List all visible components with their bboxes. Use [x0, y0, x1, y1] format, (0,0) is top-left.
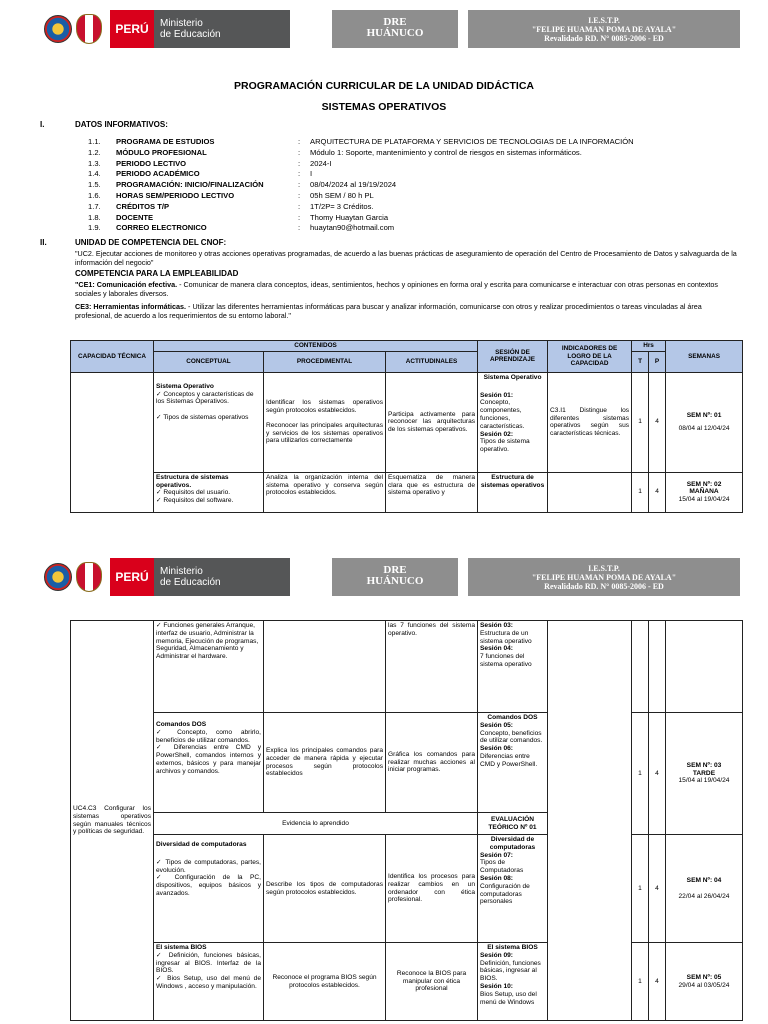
ses-text: Diferencias entre CMD y PowerShell. [480, 752, 538, 768]
ses-label: Sesión 09: [480, 951, 513, 959]
header-hrs: Hrs [632, 341, 666, 352]
ses-title: Sistema Operativo [483, 373, 542, 381]
peru-label: PERÚ [110, 558, 154, 596]
info-colon: : [298, 137, 301, 146]
info-value: 08/04/2024 al 19/19/2024 [310, 180, 397, 190]
indicador-cell [548, 472, 632, 512]
header-indicadores: INDICADORES DE LOGRO DE LA CAPACIDAD [548, 341, 632, 373]
ce3-text: - Utilizar las diferentes herramientas informáticas para buscar y analizar información, comunicarse con otros y realizar procedimientos o tareas vinculadas al área profesional, de acuerdo a los requerimientos de su entorno laboral." [75, 302, 702, 320]
info-label: CORREO ELECTRONICO [116, 223, 207, 233]
info-number: 1.7. [88, 201, 101, 211]
institute-logo-icon [44, 563, 72, 591]
ses-text: Tipos de sistema operativo. [480, 438, 530, 454]
table-row [71, 835, 743, 943]
header-t: T [632, 351, 649, 372]
info-value: Thomy Huaytan Garcia [310, 212, 389, 222]
ses-text: Concepto, beneficios de utilizar comandos. [480, 729, 543, 745]
ses-label: Sesión 06: [480, 745, 513, 753]
conc-bullet: ✓ Tipos de sistemas operativos [156, 414, 261, 422]
info-value: Módulo 1: Soporte, mantenimiento y control de riesgos en sistemas informáticos. [310, 147, 582, 157]
dre-line2: HUÁNUCO [366, 575, 424, 587]
t-cell: 1 [632, 713, 649, 835]
iestp-line1: I.E.S.T.P. [588, 16, 620, 25]
dre-line1: DRE [383, 564, 407, 576]
t-cell: 1 [632, 472, 649, 512]
header-logos [40, 10, 110, 48]
dre-label [332, 10, 458, 48]
conceptual-cell [154, 713, 264, 813]
conc-bullet: ✓ Tipos de computadoras, partes, evolución. [156, 859, 261, 875]
empleabilidad-title: COMPETENCIA PARA LA EMPLEABILIDAD [75, 269, 239, 278]
semana-cell [666, 713, 743, 835]
info-number: 1.6. [88, 191, 101, 200]
iestp-line1: I.E.S.T.P. [588, 564, 620, 573]
ministerio-line1: Ministerio [160, 18, 203, 29]
sesion-cell: Estructura de sistemas operativos [478, 472, 548, 512]
page-title: PROGRAMACIÓN CURRICULAR DE LA UNIDAD DIDÁCTICA [233, 80, 534, 92]
conc-title: Estructura de sistemas operativos. [156, 473, 229, 489]
ses-label: Sesión 03: [480, 622, 513, 629]
sem-shift: TARDE [692, 769, 716, 777]
info-label: PROGRAMA DE ESTUDIOS [116, 137, 215, 146]
info-value: 2024-I [310, 158, 332, 168]
ses-text: Concepto, componentes, funciones, características. [480, 399, 525, 430]
table-row [71, 621, 743, 713]
p-cell: 4 [649, 472, 666, 512]
conc-bullet: ✓ Definición, funciones básicas, ingresar al BIOS. Interfaz de la BIOS. [156, 952, 261, 975]
info-value: ARQUITECTURA DE PLATAFORMA Y SERVICIOS DE TECNOLOGIAS DE LA INFORMACIÓN [310, 137, 634, 146]
info-label: MÓDULO PROFESIONAL [116, 147, 207, 157]
header-conceptual: CONCEPTUAL [154, 351, 264, 372]
conc-bullet: ✓ Bios Setup, uso del menú de Windows , acceso y manipulación. [156, 975, 261, 991]
info-colon: : [298, 212, 301, 222]
info-label: PERIODO LECTIVO [116, 158, 187, 168]
p-cell: 4 [649, 835, 666, 943]
iestp-label [468, 10, 740, 48]
sesion-cell [478, 943, 548, 1021]
ce3-label: CE3: Herramientas informáticas. [75, 302, 187, 311]
info-label: HORAS SEM/PERIODO LECTIVO [116, 191, 235, 200]
page2-table [70, 620, 743, 1021]
iestp-line2: "FELIPE HUAMAN POMA DE AYALA" [531, 25, 677, 34]
ministerio-line2: de Educación [160, 577, 221, 588]
t-cell: 1 [632, 943, 649, 1021]
sem-label: SEM Nº: 05 [686, 973, 722, 981]
table-row [71, 372, 743, 472]
proc-text: Identificar los sistemas operativos según protocolos establecidos. [266, 399, 383, 415]
procedimental-cell [264, 372, 386, 472]
sem-label: SEM Nº: 02 [686, 480, 722, 488]
conc-bullet: ✓ Concepto, como abrirlo, beneficios de utilizar comandos. [156, 729, 261, 745]
ce1-label: "CE1: Comunicación efectiva. [75, 280, 178, 289]
conc-bullet: ✓ Funciones generales Arranque, interfaz de usuario, Administrar la memoria, Ejecución de programas, Seguridad, Almacenamiento y Administrar el hardware. [156, 622, 261, 661]
ministerio-line2: de Educación [160, 29, 221, 40]
conc-bullet: ✓ Requisitos del usuario. [156, 489, 261, 497]
conc-bullet: ✓ Configuración de la PC, dispositivos, equipos básicos y avanzados. [156, 874, 261, 897]
iestp-line2: "FELIPE HUAMAN POMA DE AYALA" [531, 573, 677, 582]
ses-label: Sesión 04: [480, 645, 513, 653]
semana-cell [666, 943, 743, 1021]
table-row [71, 943, 743, 1021]
institute-logo-icon [44, 15, 72, 43]
table-row [71, 472, 743, 512]
semana-cell [666, 372, 743, 472]
iestp-line3: Revalidado RD. N° 0085-2006 - ED [544, 582, 664, 591]
conceptual-cell [154, 621, 264, 713]
header-actitudinales: ACTITUDINALES [386, 351, 478, 372]
header-semanas: SEMANAS [666, 341, 743, 373]
info-number: 1.2. [88, 147, 101, 157]
iestp-line3: Revalidado RD. N° 0085-2006 - ED [544, 34, 664, 43]
info-value: huaytan90@hotmail.com [310, 223, 395, 233]
dre-line2: HUÁNUCO [366, 27, 424, 39]
info-label: CRÉDITOS T/P [116, 201, 170, 211]
uc2-text: "UC2. Ejecutar acciones de monitoreo y otras acciones operativas programadas, de acuerdo a las buenas prácticas de aseguramiento de operación del Centro de Procesamiento de Datos y salvaguarda de la información del negocio" [75, 249, 737, 267]
sem-dates: 08/04 al 12/04/24 [678, 425, 730, 433]
semana-cell [666, 472, 743, 512]
sesion-cell [478, 713, 548, 813]
ministerio-label [154, 558, 290, 596]
header-p: P [649, 351, 666, 372]
conc-bullet: ✓ Requisitos del software. [156, 497, 261, 505]
evidencia-cell: Evidencia lo aprendido [154, 813, 478, 835]
sesion-cell [478, 835, 548, 943]
info-colon: : [298, 147, 301, 157]
info-row [88, 137, 730, 146]
capacidad-cell: UC4.C3 Configurar los sistemas operativos según manuales técnicos y políticas de seguridad. [71, 621, 154, 1021]
info-number: 1.4. [88, 169, 101, 179]
ses-label: Sesión 07: [480, 851, 513, 859]
info-colon: : [298, 158, 301, 168]
indicador-cell: C3.I1 Distingue los diferentes sistemas operativos según sus características técnicas. [548, 372, 632, 472]
ses-title: Comandos DOS [487, 714, 538, 721]
info-value: I [310, 169, 313, 179]
info-colon: : [298, 201, 301, 211]
table-row [71, 713, 743, 813]
proc-text: Reconocer las principales arquitecturas y servicios de los sistemas operativos para utilizarlos correctamente [266, 421, 383, 445]
ministerio-label [154, 10, 290, 48]
sem-dates: 22/04 al 26/04/24 [678, 892, 730, 900]
page1-header [40, 10, 740, 48]
ses-text: Estructura de un sistema operativo [480, 629, 532, 645]
conceptual-cell [154, 472, 264, 512]
p-cell [649, 621, 666, 713]
info-label: DOCENTE [116, 212, 154, 222]
info-number: 1.3. [88, 158, 101, 168]
info-row [88, 159, 730, 168]
ce1-paragraph [75, 280, 740, 298]
info-row [88, 213, 730, 222]
procedimental-cell: Reconoce el programa BIOS según protocolos establecidos. [264, 943, 386, 1021]
evaluacion-cell: EVALUACIÓN TEÓRICO Nº 01 [478, 813, 548, 835]
actitudinales-cell: Identifica los procesos para realizar cambios en un ordenador con ética profesional. [386, 835, 478, 943]
info-colon: : [298, 223, 301, 233]
page-subtitle: SISTEMAS OPERATIVOS [321, 101, 447, 113]
sem-dates: 15/04 al 19/04/24 [678, 777, 730, 785]
ses-title: El sistema BIOS [487, 944, 538, 951]
actitudinales-cell: Gráfica los comandos para realizar muchas acciones al iniciar programas. [386, 713, 478, 813]
t-cell: 1 [632, 372, 649, 472]
info-row [88, 223, 730, 232]
sem-shift: MAÑANA [689, 488, 719, 496]
ses-text: Configuración de computadoras personales [480, 882, 530, 906]
ses-label: Sesión 05: [480, 721, 513, 729]
ce1-text: - Comunicar de manera clara conceptos, ideas, sentimientos, hechos y opiniones en forma oral y escrita para comunicarse e interactuar con otras personas en contextos sociales y laborales diversos. [75, 280, 719, 298]
conc-title: El sistema BIOS [156, 944, 207, 951]
info-number: 1.5. [88, 180, 101, 190]
sem-label: SEM Nº: 04 [686, 876, 722, 884]
ses-label: Sesión 02: [480, 430, 514, 438]
procedimental-cell: Describe los tipos de computadoras según protocolos establecidos. [264, 835, 386, 943]
ses-label: Sesión 01: [480, 391, 514, 399]
info-value: 05h SEM / 80 h PL [310, 191, 374, 200]
procedimental-cell [264, 621, 386, 713]
info-colon: : [298, 180, 301, 190]
dre-label [332, 558, 458, 596]
sem-label: SEM Nº: 01 [686, 411, 722, 419]
t-cell: 1 [632, 835, 649, 943]
actitudinales-cell: Reconoce la BIOS para manipular con ética profesional [386, 943, 478, 1021]
sesion-cell [478, 621, 548, 713]
info-number: 1.1. [88, 137, 101, 146]
ses-text: Definición, funciones básicas, ingresar al BIOS. [480, 959, 541, 983]
info-label: PERIODO ACADÉMICO [116, 169, 200, 179]
info-label: PROGRAMACIÓN: INICIO/FINALIZACIÓN [116, 180, 264, 190]
ce3-paragraph [75, 302, 740, 320]
ses-title: Diversidad de computadoras [489, 836, 536, 851]
ses-text: Bios Setup, uso del menú de Windows [480, 990, 537, 1006]
sem-dates: 29/04 al 03/05/24 [678, 981, 730, 989]
peru-coat-of-arms-icon [76, 14, 102, 44]
section2-label: UNIDAD DE COMPETENCIA DEL CNOF: [75, 238, 227, 247]
dre-line1: DRE [383, 16, 407, 28]
actitudinales-cell: las 7 funciones del sistema operativo. [386, 621, 478, 713]
info-row [88, 202, 730, 211]
actitudinales-cell: Participa activamente para reconocer las arquitecturas de los sistemas operativos. [386, 372, 478, 472]
page1-table [70, 340, 743, 513]
info-row [88, 169, 730, 178]
conceptual-cell [154, 372, 264, 472]
indicador-cell [548, 621, 632, 1021]
conc-title: Comandos DOS [156, 721, 207, 728]
conc-bullet: ✓ Conceptos y características de los Sistemas Operativos. [156, 391, 261, 407]
section1-label: DATOS INFORMATIVOS: [75, 120, 168, 129]
iestp-label [468, 558, 740, 596]
conc-title: Sistema Operativo [156, 382, 214, 390]
conceptual-cell [154, 835, 264, 943]
info-row [88, 148, 730, 157]
info-value: 1T/2P= 3 Créditos. [310, 201, 374, 211]
header-capacidad: CAPACIDAD TÉCNICA [71, 341, 154, 373]
peru-coat-of-arms-icon [76, 562, 102, 592]
actitudinales-cell: Esquematiza de manera clara que es estructura de sistema operativo y [386, 472, 478, 512]
header-procedimental: PROCEDIMENTAL [264, 351, 386, 372]
info-row [88, 180, 730, 189]
capacidad-cell [71, 372, 154, 512]
p-cell: 4 [649, 943, 666, 1021]
section1-number: I. [40, 120, 45, 129]
info-colon: : [298, 169, 301, 179]
section2-number: II. [40, 238, 47, 247]
ses-text: Tipos de Computadoras [480, 859, 524, 875]
header-logos [40, 558, 110, 596]
procedimental-cell: Analiza la organización interna del sistema operativo y conserva según protocolos establecidos. [264, 472, 386, 512]
semana-cell [666, 621, 743, 713]
procedimental-cell: Explica los principales comandos para acceder de manera rápida y ejecutar procesos según protocolos establecidos [264, 713, 386, 813]
p-cell: 4 [649, 372, 666, 472]
info-number: 1.8. [88, 212, 101, 222]
sem-dates: 15/04 al 19/04/24 [678, 496, 730, 504]
ministerio-line1: Ministerio [160, 566, 203, 577]
ses-label: Sesión 08: [480, 874, 513, 882]
page2-header [40, 558, 740, 596]
header-contenidos: CONTENIDOS [154, 341, 478, 352]
t-cell [632, 621, 649, 713]
semana-cell [666, 835, 743, 943]
header-sesion: SESIÓN DE APRENDIZAJE [478, 341, 548, 373]
peru-label: PERÚ [110, 10, 154, 48]
info-number: 1.9. [88, 223, 101, 233]
ses-label: Sesión 10: [480, 982, 513, 990]
info-colon: : [298, 191, 301, 200]
conceptual-cell [154, 943, 264, 1021]
p-cell: 4 [649, 713, 666, 835]
conc-bullet: ✓ Diferencias entre CMD y PowerShell, comandos internos y externos, básicos y para manejar archivos y comandos. [156, 744, 261, 775]
info-row [88, 191, 730, 200]
sesion-cell [478, 372, 548, 472]
conc-title: Diversidad de computadoras [156, 841, 247, 848]
ses-text: 7 funciones del sistema operativo [480, 653, 532, 668]
sem-label: SEM Nº: 03 [686, 761, 722, 769]
